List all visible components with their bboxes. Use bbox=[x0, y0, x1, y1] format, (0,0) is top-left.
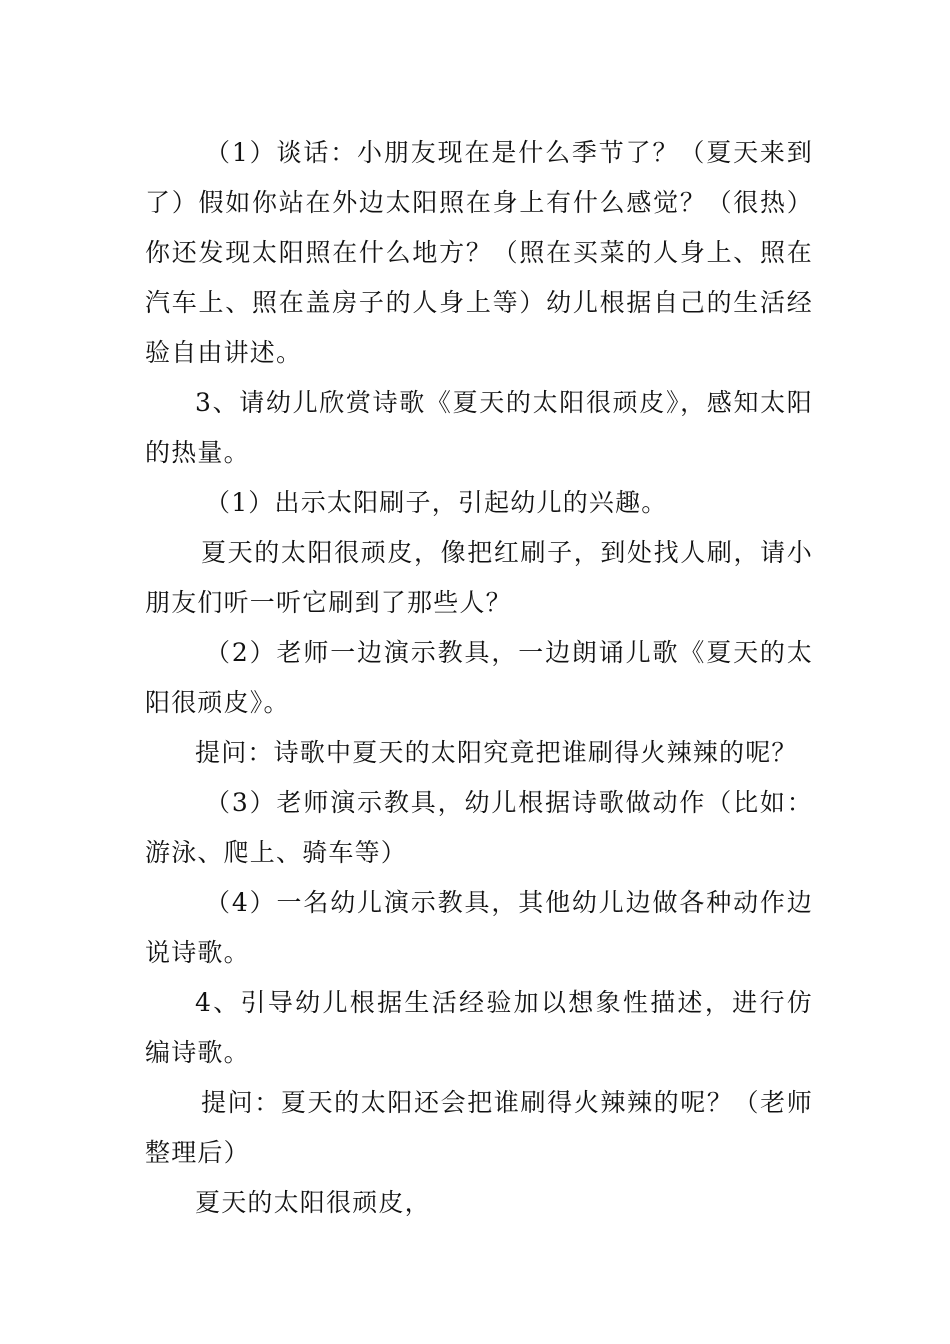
paragraph-question-1: 提问：诗歌中夏天的太阳究竟把谁刷得火辣辣的呢？ bbox=[195, 738, 798, 767]
paragraph-step-3-3: （3）老师演示教具，幼儿根据诗歌做动作（比如：游泳、爬上、骑车等） bbox=[145, 788, 813, 867]
paragraph-step-3-2: （2）老师一边演示教具，一边朗诵儿歌《夏天的太阳很顽皮》。 bbox=[145, 638, 813, 717]
paragraph-step-4: 4、引导幼儿根据生活经验加以想象性描述，进行仿编诗歌。 bbox=[145, 988, 813, 1067]
document-body bbox=[145, 128, 813, 1228]
paragraph-poem-intro: 夏天的太阳很顽皮，像把红刷子，到处找人刷，请小朋友们听一听它刷到了那些人？ bbox=[145, 538, 813, 617]
paragraph-conversation: （1）谈话：小朋友现在是什么季节了？（夏天来到了）假如你站在外边太阳照在身上有什么感觉？（很热）你还发现太阳照在什么地方？（照在买菜的人身上、照在汽车上、照在盖房子的人身上等）幼儿根据自己的生活经验自由讲述。 bbox=[145, 138, 813, 367]
paragraph-question-2: 提问：夏天的太阳还会把谁刷得火辣辣的呢？（老师整理后） bbox=[145, 1088, 813, 1167]
paragraph-step-3: 3、请幼儿欣赏诗歌《夏天的太阳很顽皮》，感知太阳的热量。 bbox=[145, 388, 813, 467]
paragraph-step-3-1: （1）出示太阳刷子，引起幼儿的兴趣。 bbox=[205, 488, 668, 517]
paragraph-poem-line: 夏天的太阳很顽皮， bbox=[195, 1188, 431, 1217]
paragraph-step-3-4: （4）一名幼儿演示教具，其他幼儿边做各种动作边说诗歌。 bbox=[145, 888, 813, 967]
